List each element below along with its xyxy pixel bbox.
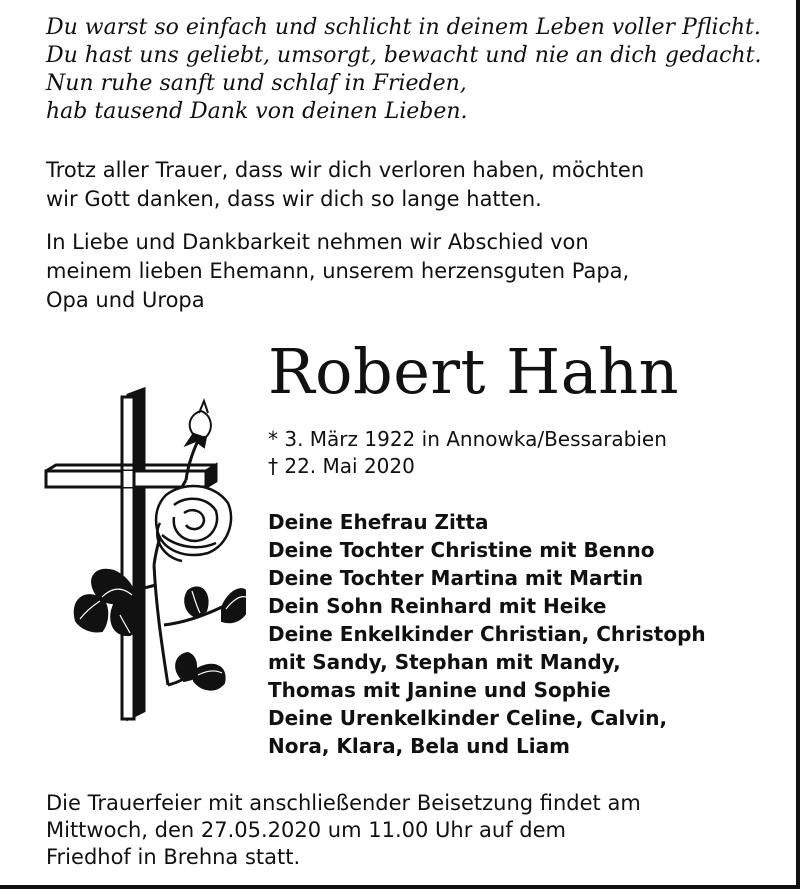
funeral-line: Die Trauerfeier mit anschließender Beisetzung findet am	[46, 791, 641, 815]
mourner-line: Nora, Klara, Bela und Liam	[268, 734, 570, 758]
birth-date: * 3. März 1922 in Annowka/Bessarabien	[268, 427, 667, 451]
poem-line: Du warst so einfach und schlicht in deinem Leben voller Pflicht.	[46, 15, 761, 40]
life-dates	[268, 426, 667, 480]
poem	[46, 14, 761, 126]
mourner-line: Deine Urenkelkinder Celine, Calvin,	[268, 706, 668, 730]
farewell-paragraph	[46, 228, 629, 315]
mourner-line: Thomas mit Janine und Sophie	[268, 678, 611, 702]
mourner-line: mit Sandy, Stephan mit Mandy,	[268, 650, 621, 674]
poem-line: Nun ruhe sanft und schlaf in Frieden,	[46, 71, 467, 96]
funeral-line: Mittwoch, den 27.05.2020 um 11.00 Uhr auf dem	[46, 818, 566, 842]
gratitude-paragraph	[46, 156, 644, 214]
paragraph-line: Trotz aller Trauer, dass wir dich verloren haben, möchten	[46, 158, 645, 182]
death-date: † 22. Mai 2020	[268, 454, 415, 478]
paragraph-line: wir Gott danken, dass wir dich so lange hatten.	[46, 187, 542, 211]
mourners-list	[268, 508, 706, 760]
paragraph-line: Opa und Uropa	[46, 288, 205, 312]
deceased-name: Robert Hahn	[268, 335, 680, 408]
mourner-line: Dein Sohn Reinhard mit Heike	[268, 594, 607, 618]
mourner-line: Deine Tochter Christine mit Benno	[268, 538, 655, 562]
funeral-info	[46, 790, 641, 871]
mourner-line: Deine Tochter Martina mit Martin	[268, 566, 644, 590]
paragraph-line: In Liebe und Dankbarkeit nehmen wir Abschied von	[46, 230, 589, 254]
funeral-line: Friedhof in Brehna statt.	[46, 845, 301, 869]
mourner-line: Deine Ehefrau Zitta	[268, 510, 489, 534]
paragraph-line: meinem lieben Ehemann, unserem herzensguten Papa,	[46, 259, 630, 283]
mourner-line: Deine Enkelkinder Christian, Christoph	[268, 622, 706, 646]
cross-with-rose-icon	[36, 385, 246, 759]
poem-line: Du hast uns geliebt, umsorgt, bewacht und nie an dich gedacht.	[46, 43, 762, 68]
poem-line: hab tausend Dank von deinen Lieben.	[46, 99, 468, 124]
